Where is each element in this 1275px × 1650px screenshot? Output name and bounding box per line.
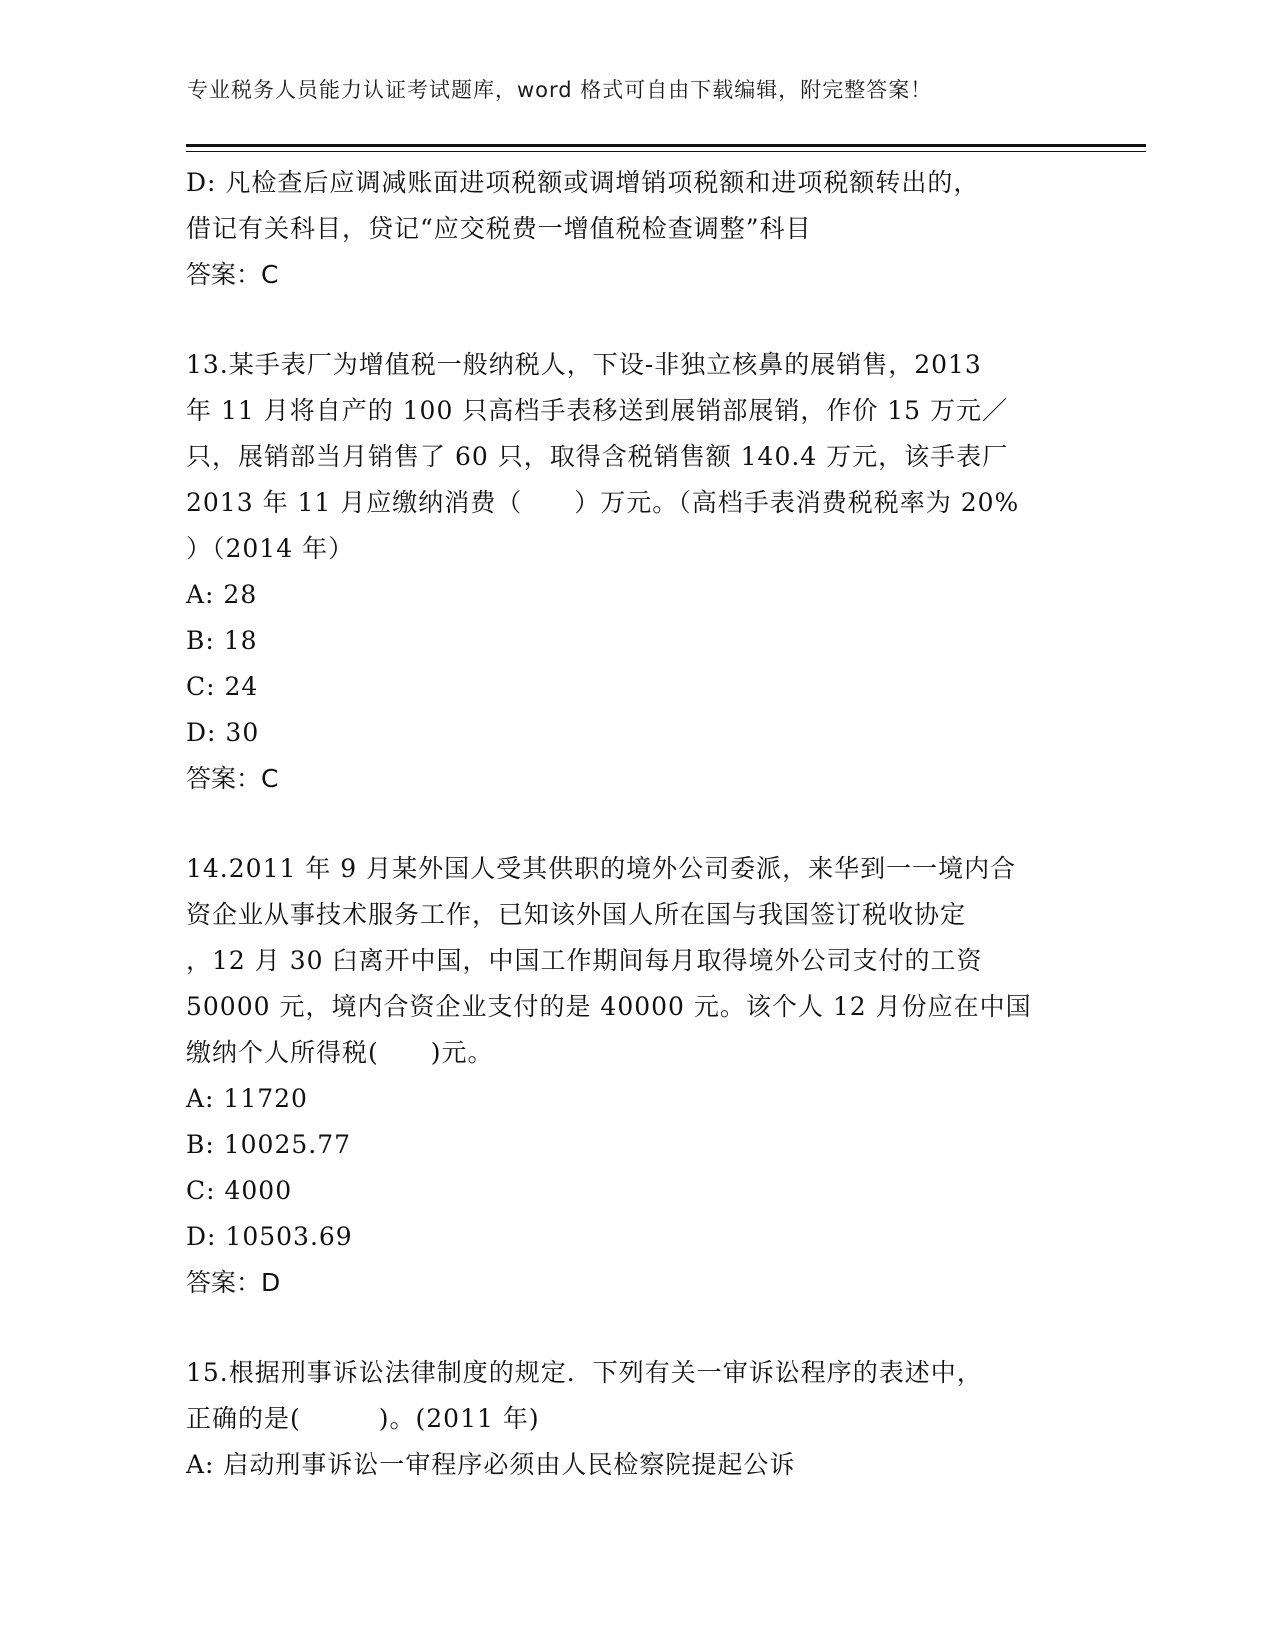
option-d: D: 30 [186,718,260,747]
header-rule-thick [186,144,1146,147]
option-line: D: 凡检查后应调减账面进项税额或调增销项税额和进项税额转出的， [186,168,980,197]
stem-line: 14.2011 年 9 月某外国人受其供职的境外公司委派，来华到一一境内合 [186,854,1017,883]
question-gap [186,298,1086,342]
stem-line: 正确的是( )。(2011 年) [186,1404,540,1433]
answer-line: 答案：C [186,260,279,289]
option-c: C: 24 [186,672,259,701]
option-a: A: 11720 [186,1084,308,1113]
stem-line: 缴纳个人所得税( )元。 [186,1038,494,1067]
option-b: B: 10025.77 [186,1130,352,1159]
option-line: 借记有关科目，贷记“应交税费一增值税检查调整”科目 [186,214,812,243]
question-13 [186,342,1086,802]
stem-line: ）（2014 年） [186,534,355,563]
question-12-tail [186,160,1086,298]
question-14 [186,846,1086,1306]
option-d: D: 10503.69 [186,1222,353,1251]
stem-line: 15.根据刑事诉讼法律制度的规定．下列有关一审诉讼程序的表述中， [186,1358,983,1387]
stem-line: 只，展销部当月销售了 60 只，取得含税销售额 140.4 万元，该手表厂 [186,442,1009,471]
question-gap [186,1306,1086,1350]
page-header: 专业税务人员能力认证考试题库，word 格式可自由下载编辑，附完整答案！ [187,78,933,102]
document-body [186,160,1086,1488]
question-15 [186,1350,1086,1488]
stem-line: 13.某手表厂为增值税一般纳税人，下设-非独立核鼻的展销售，2013 [186,350,982,379]
option-a: A: 28 [186,580,258,609]
answer-line: 答案：C [186,764,279,793]
stem-line: 2013 年 11 月应缴纳消费（ ）万元。（高档手表消费税税率为 20% [186,488,1020,517]
stem-line: 资企业从事技术服务工作，已知该外国人所在国与我国签订税收协定 [186,900,967,929]
stem-line: 50000 元，境内合资企业支付的是 40000 元。该个人 12 月份应在中国 [186,992,1032,1021]
question-gap [186,802,1086,846]
option-c: C: 4000 [186,1176,293,1205]
option-a: A: 启动刑事诉讼一审程序必须由人民检察院提起公诉 [186,1450,796,1479]
stem-line: ，12 月 30 臼离开中国，中国工作期间每月取得境外公司支付的工资 [186,946,983,975]
stem-line: 年 11 月将自产的 100 只高档手表移送到展销部展销，作价 15 万元／ [186,396,1009,425]
answer-line: 答案：D [186,1268,281,1297]
header-rule-thin [186,151,1146,152]
option-b: B: 18 [186,626,258,655]
